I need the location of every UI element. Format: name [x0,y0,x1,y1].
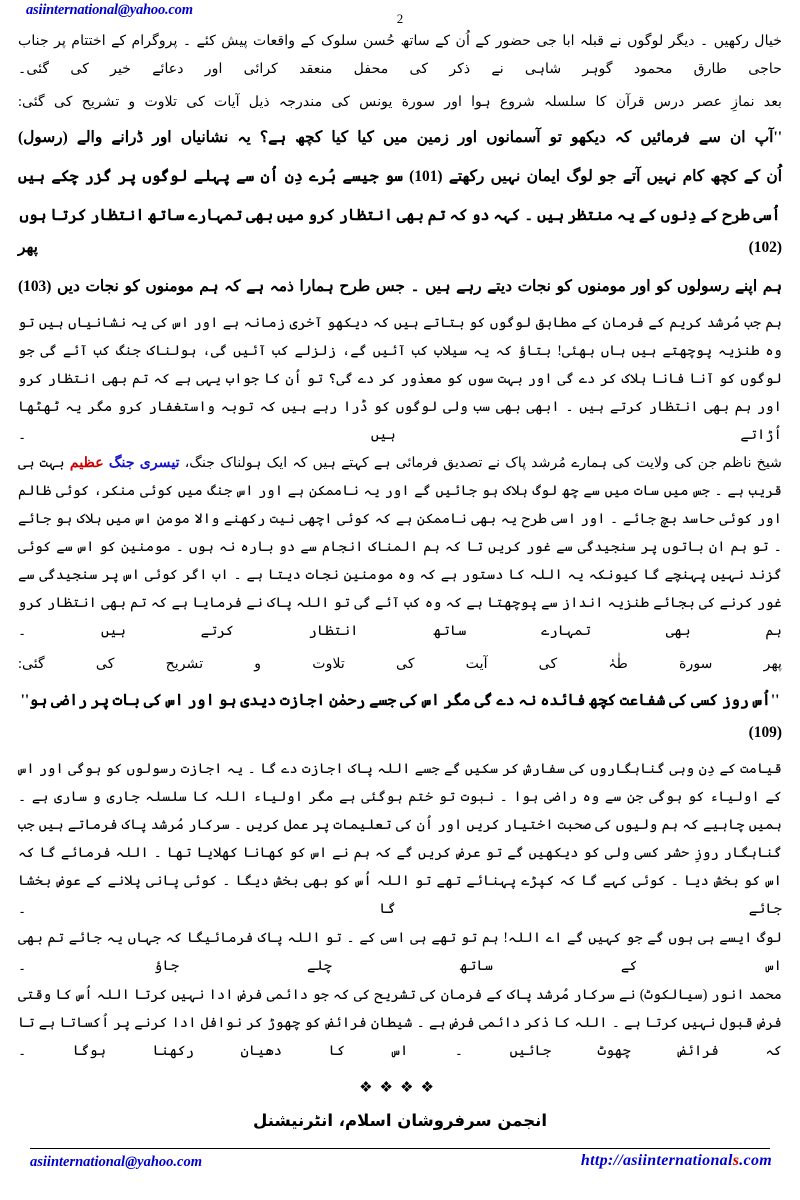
paragraph-5: لوگ ایسے ہی ہوں گے جو کہیں گے اے اللہ! ہم تو تھے ہی اسی کے ۔ تو اللہ پاک فرمائیگا کہ جہاں یہ جائے تم بھی اس کے ساتھ چلے جاؤ ۔ [18,929,782,974]
document-body [18,28,782,1067]
lead-in-surah-yunus: بعد نمازِ عصر درس قرآن کا سلسلہ شروع ہوا اور سورة یونس کی مندرجہ ذیل آیات کی تلاوت و تشریح کی گئی: [18,93,782,110]
page-number: 2 [396,11,404,26]
footer-email[interactable]: asiinternational@yahoo.com [30,1154,202,1170]
footer-url-suffix: .com [739,1152,772,1169]
footer-url-accent-char: s [732,1152,740,1169]
paragraph-2: ہم جب مُرشد کریم کے فرمان کے مطابق لوگوں کو بتاتے ہیں کہ دیکھو آخری زمانہ ہے اور اس کی یہ نشانیاں ہیں تو وہ طنزیہ پوچھتے ہیں ہاں بھئی! بتاؤ کہ یہ سیلاب کب آئیں گے، زلزلے کب آئیں گی، ہولناک جنگ کب آئے گی جو لوگوں کو آنا فانا ہلاک کر دے گی اور بہت سوں کو معذور کر دے گی؟ تو اُن کا جواب یہی ہے کہ تم بھی انتظار کرو اور ہم بھی انتظار کرتے ہیں ۔ ابھی بھی سب ولی لوگوں کو ڈرا رہے ہیں کہ توبہ واستغفار کرو مگر یہ ٹھٹھا اُڑاتے ہیں ۔ [18,314,782,443]
footer-url-prefix: http://asiinternational [580,1152,733,1169]
paragraph-1: خیال رکھیں ۔ دیگر لوگوں نے قبلہ ابا جی حضور کے اُن کے ساتھ حُسن سلوک کے واقعات پیش کئے ۔ پروگرام کے اختتام پر جناب حاجی طارق محمود گوہر شاہی نے ذکر کی محفل منعقد کرائی اور دعائے خیر کی گئی۔ [18,33,782,77]
organization-signature: انجمن سرفروشان اسلام، انٹرنیشنل [252,1111,547,1130]
lead-in-surah-taha: پھر سورة طٰہٰ کی آیت کی تلاوت و تشریح کی گئی: [18,656,782,673]
verse-line-1: ''آپ ان سے فرمائیں کہ دیکھو تو آسمانوں اور زمین میں کیا کیا کچھ ہے؟ یہ نشانیاں اور ڈرانے والے (رسول) [18,129,782,147]
diamond-icon: ❖ [420,1080,441,1096]
header-email: asiinternational@yahoo.com [26,2,193,18]
ornament-divider [0,1081,800,1096]
paragraph-3-post-text: بہت ہی قریب ہے ۔ جس میں سات میں سے چھ لوگ ہلاک ہو جائیں گے اور یہ ناممکن ہے اور اس جنگ میں کوئی منکر، کوئی ظالم اور کوئی حاسد بچ جائے ۔ اور اسی طرح یہ بھی ناممکن ہے کہ کوئی اچھی نیت رکھنے والا مومن اس میں ہلاک ہو جائے ۔ تو ہم ان باتوں پر سنجیدگی سے غور کریں تا کہ ہم المناک انجام سے دو بارہ نہ ہوں ۔ مومنین کو اس سے کوئی گزند نہیں پہنچے گا کیونکہ یہ اللہ کا دستور ہے کہ وہ مومنین نجات دیتا ہے ۔ اب اگر کوئی اس پر سنجیدگی سے غور کرنے کی بجائے طنزیہ انداز سے پوچھتا ہے کہ وہ کب آئے گی تو اللہ پاک نے فرمایا ہے کہ تم بھی انتظار کرو ہم بھی تمہارے ساتھ انتظار کرتے ہیں ۔ [18,455,782,640]
verse-line-3: اُسی طرح کے دِنوں کے یہ منتظر ہیں ۔ کہہ دو کہ تم بھی انتظار کرو میں بھی تمہارے ساتھ انتظار کرتا ہوں (102) پھر [18,206,782,257]
verse-line-4: ہم اپنے رسولوں کو اور مومنوں کو نجات دیتے رہے ہیں ۔ جس طرح ہمارا ذمہ ہے کہ ہم مومنوں کو نجات دیں (103) [18,277,782,295]
diamond-icon: ❖ [379,1080,400,1096]
paragraph-4: قیامت کے دِن وہی گناہگاروں کی سفارش کر سکیں گے جسے اللہ پاک اجازت دے گا ۔ یہ اجازت رسولوں کو ہوگی اور اس کے اولیاء کو ہوگی جن سے وہ راضی ہوا ۔ نبوت تو ختم ہوگئی ہے مگر اولیاء اللہ کا سلسلہ جاری و ساری ہے ۔ ہمیں چاہیے کہ ہم ولیوں کی صحبت اختیار کریں اور اُن کی تعلیمات پر عمل کریں ۔ سرکار مُرشد پاک فرماتے ہیں جب گناہگار روزِ حشر کسی ولی کو دیکھیں گے تو عرض کریں گے کہ ہم نے اس کو کھانا کھلایا تھا ۔ اللہ فرمائے گا کہ اس کو بخش دیا ۔ کوئی کہے گا کہ کپڑے پہنائے تھے تو اللہ اُس کو بھی بخش دیگا ۔ کوئی پانی پلانے کے عوض بخشا جائے گا ۔ [18,760,782,917]
paragraph-3 [18,450,782,646]
diamond-icon: ❖ [400,1080,421,1096]
diamond-icon: ❖ [359,1080,380,1096]
paragraph-3-pre-text: شیخ ناظم جن کی ولایت کی ہمارے مُرشد پاک نے تصدیق فرمائی ہے کہتے ہیں کہ ایک ہولناک جنگ، [179,455,782,472]
verse-block-surah-taha: ''اُس روز کسی کی شفاعت کچھ فائدہ نہ دے گی مگر اس کی جسے رحمٰن اجازت دیدی ہو اور اس کی بات پر راضی ہو'' (109) [20,691,782,742]
highlight-red-azeem: عظیم [69,455,104,472]
verse-line-2: اُن کے کچھ کام نہیں آتے جو لوگ ایمان نہیں رکھتے (101) سو جیسے بُرے دِن اُن سے پہلے لوگوں پر گزر چکے ہیں [18,168,782,185]
footer-divider-rule [30,1148,770,1149]
verse-block-surah-yunus [18,122,782,303]
highlight-blue-third-world-war: تیسری جنگ [103,455,180,472]
paragraph-6: محمد انور (سیالکوٹ) نے سرکار مُرشد پاک کے فرمان کی تشریح کی کہ جو دائمی فرض ادا نہیں کرتا اللہ اُس کا وقتی فرض قبول نہیں کرتا ہے ۔ اللہ کا ذکر دائمی فرض ہے ۔ شیطان فرائض کو چھوڑ کر نوافل ادا کرنے پر اُکساتا ہے تا کہ فرائض چھوٹ جائیں ۔ اس کا دھیان رکھنا ہوگا ۔ [18,986,782,1059]
footer-url[interactable] [581,1152,772,1170]
